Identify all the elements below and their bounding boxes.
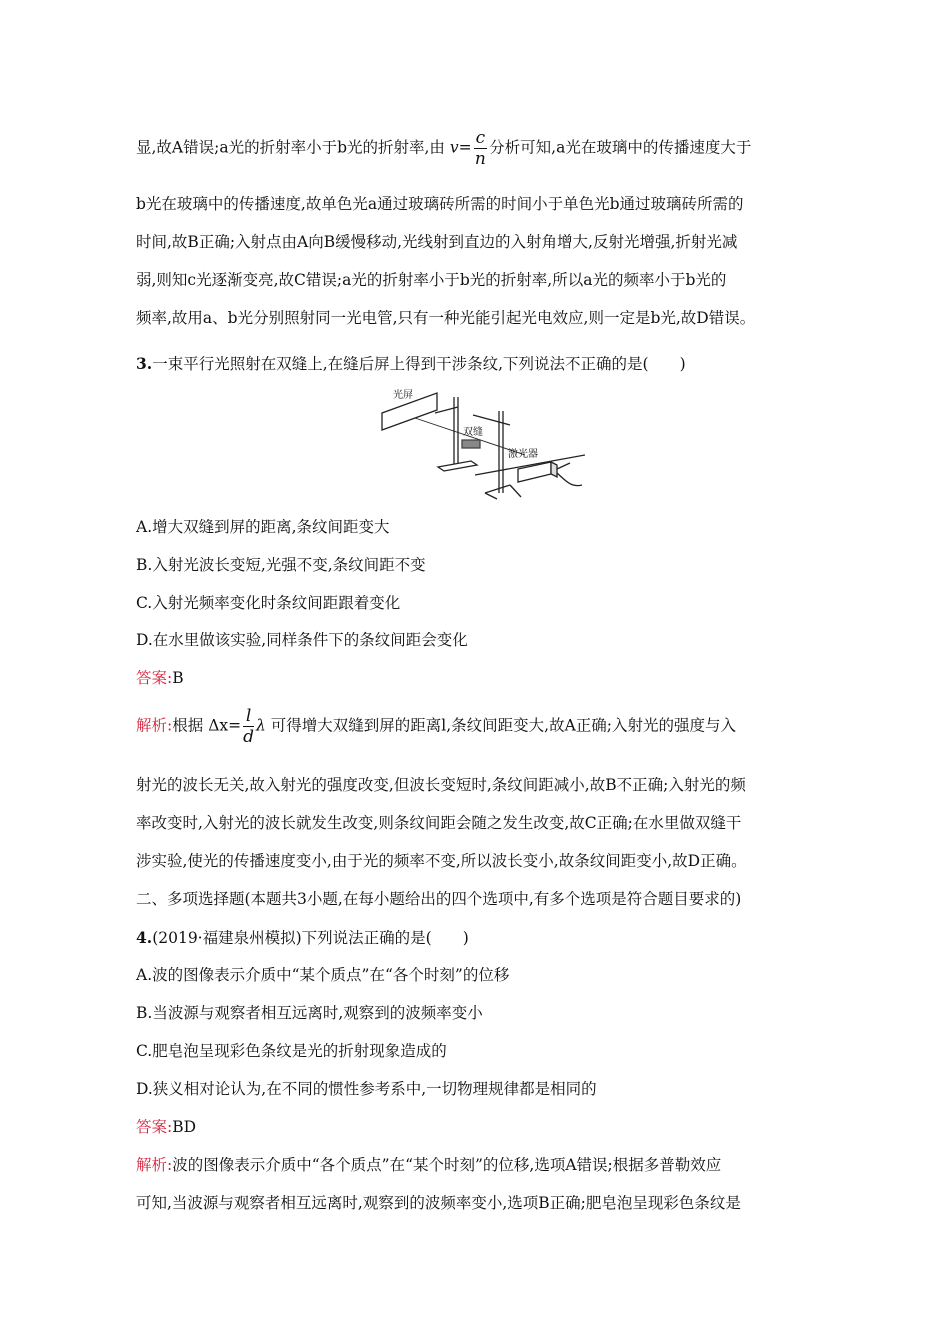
question-3-stem: 3.一束平行光照射在双缝上,在缝后屏上得到干涉条纹,下列说法不正确的是( ) xyxy=(136,354,686,373)
apparatus-drawing xyxy=(375,385,585,500)
answer-label: 答案: xyxy=(136,1118,173,1136)
answer-value: B xyxy=(172,669,184,687)
p1-line-3: 时间,故B正确;入射点由A向B缓慢移动,光线射到直边的入射角增大,反射光增强,折射光减 xyxy=(136,233,738,251)
answer-line xyxy=(136,1117,196,1137)
analysis-line-3: 率改变时,入射光的波长就发生改变,则条纹间距会随之发生改变,故C正确;在水里做双缝干 xyxy=(136,814,742,832)
analysis-line-1: 解析:波的图像表示介质中“各个质点”在“某个时刻”的位移,选项A错误;根据多普勒效应 xyxy=(136,1156,722,1174)
p1-line-1: 显,故A错误;a光的折射率小于b光的折射率,由 v= $\frac{c}{n}$ 分析可知,a光在玻璃中的传播速度大于 xyxy=(136,128,752,169)
option-c: C.肥皂泡呈现彩色条纹是光的折射现象造成的 xyxy=(136,1042,447,1060)
answer-label: 答案: xyxy=(136,669,173,687)
option-d: D.狭义相对论认为,在不同的惯性参考系中,一切物理规律都是相同的 xyxy=(136,1080,597,1098)
answer-value: BD xyxy=(172,1118,197,1136)
analysis-line-4: 涉实验,使光的传播速度变小,由于光的频率不变,所以波长变小,故条纹间距变小,故D正确。 xyxy=(136,852,747,870)
formula-dx: Δx= xyxy=(208,716,242,735)
p1-line-2: b光在玻璃中的传播速度,故单色光a通过玻璃砖所需的时间小于单色光b通过玻璃砖所需的 xyxy=(136,195,744,213)
option-a: A.波的图像表示介质中“某个质点”在“各个时刻”的位移 xyxy=(136,966,510,984)
option-a: A.增大双缝到屏的距离,条纹间距变大 xyxy=(136,518,390,536)
section-heading: 二、多项选择题(本题共3小题,在每小题给出的四个选项中,有多个选项是符合题目要求的) xyxy=(136,890,742,908)
option-d: D.在水里做该实验,同样条件下的条纹间距会变化 xyxy=(136,631,468,649)
question-4-stem: 4.(2019·福建泉州模拟)下列说法正确的是( ) xyxy=(136,928,469,947)
label-laser: 激光器 xyxy=(508,449,538,460)
answer-line xyxy=(136,668,184,688)
fraction-l-over-d: $\frac{l}{d}$ xyxy=(243,706,255,747)
question-number: 4. xyxy=(136,928,153,947)
option-c: C.入射光频率变化时条纹间距跟着变化 xyxy=(136,594,401,612)
analysis-line-2: 可知,当波源与观察者相互远离时,观察到的波频率变小,选项B正确;肥皂泡呈现彩色条纹是 xyxy=(136,1194,741,1212)
p1-line-4: 弱,则知c光逐渐变亮,故C错误;a光的折射率小于b光的折射率,所以a光的频率小于b光的 xyxy=(136,271,727,289)
label-screen: 光屏 xyxy=(393,390,413,401)
double-slit-apparatus-figure xyxy=(375,385,585,500)
p1-line-5: 频率,故用a、b光分别照射同一光电管,只有一种光能引起光电效应,则一定是b光,故D错误。 xyxy=(136,309,756,327)
analysis-label: 解析: xyxy=(136,1156,173,1174)
option-b: B.入射光波长变短,光强不变,条纹间距不变 xyxy=(136,556,426,574)
formula-v: v= xyxy=(449,138,472,157)
label-slits: 双缝 xyxy=(463,427,483,438)
analysis-line-2: 射光的波长无关,故入射光的强度改变,但波长变短时,条纹间距减小,故B不正确;入射光的频 xyxy=(136,776,746,794)
analysis-label: 解析: xyxy=(136,716,173,735)
analysis-line-1: 解析:根据 Δx= $\frac{l}{d}$ λ 可得增大双缝到屏的距离l,条纹间距变大,故A正确;入射光的强度与入 xyxy=(136,706,737,747)
question-number: 3. xyxy=(136,354,153,373)
fraction-c-over-n: $\frac{c}{n}$ xyxy=(474,128,486,169)
option-b: B.当波源与观察者相互远离时,观察到的波频率变小 xyxy=(136,1004,483,1022)
